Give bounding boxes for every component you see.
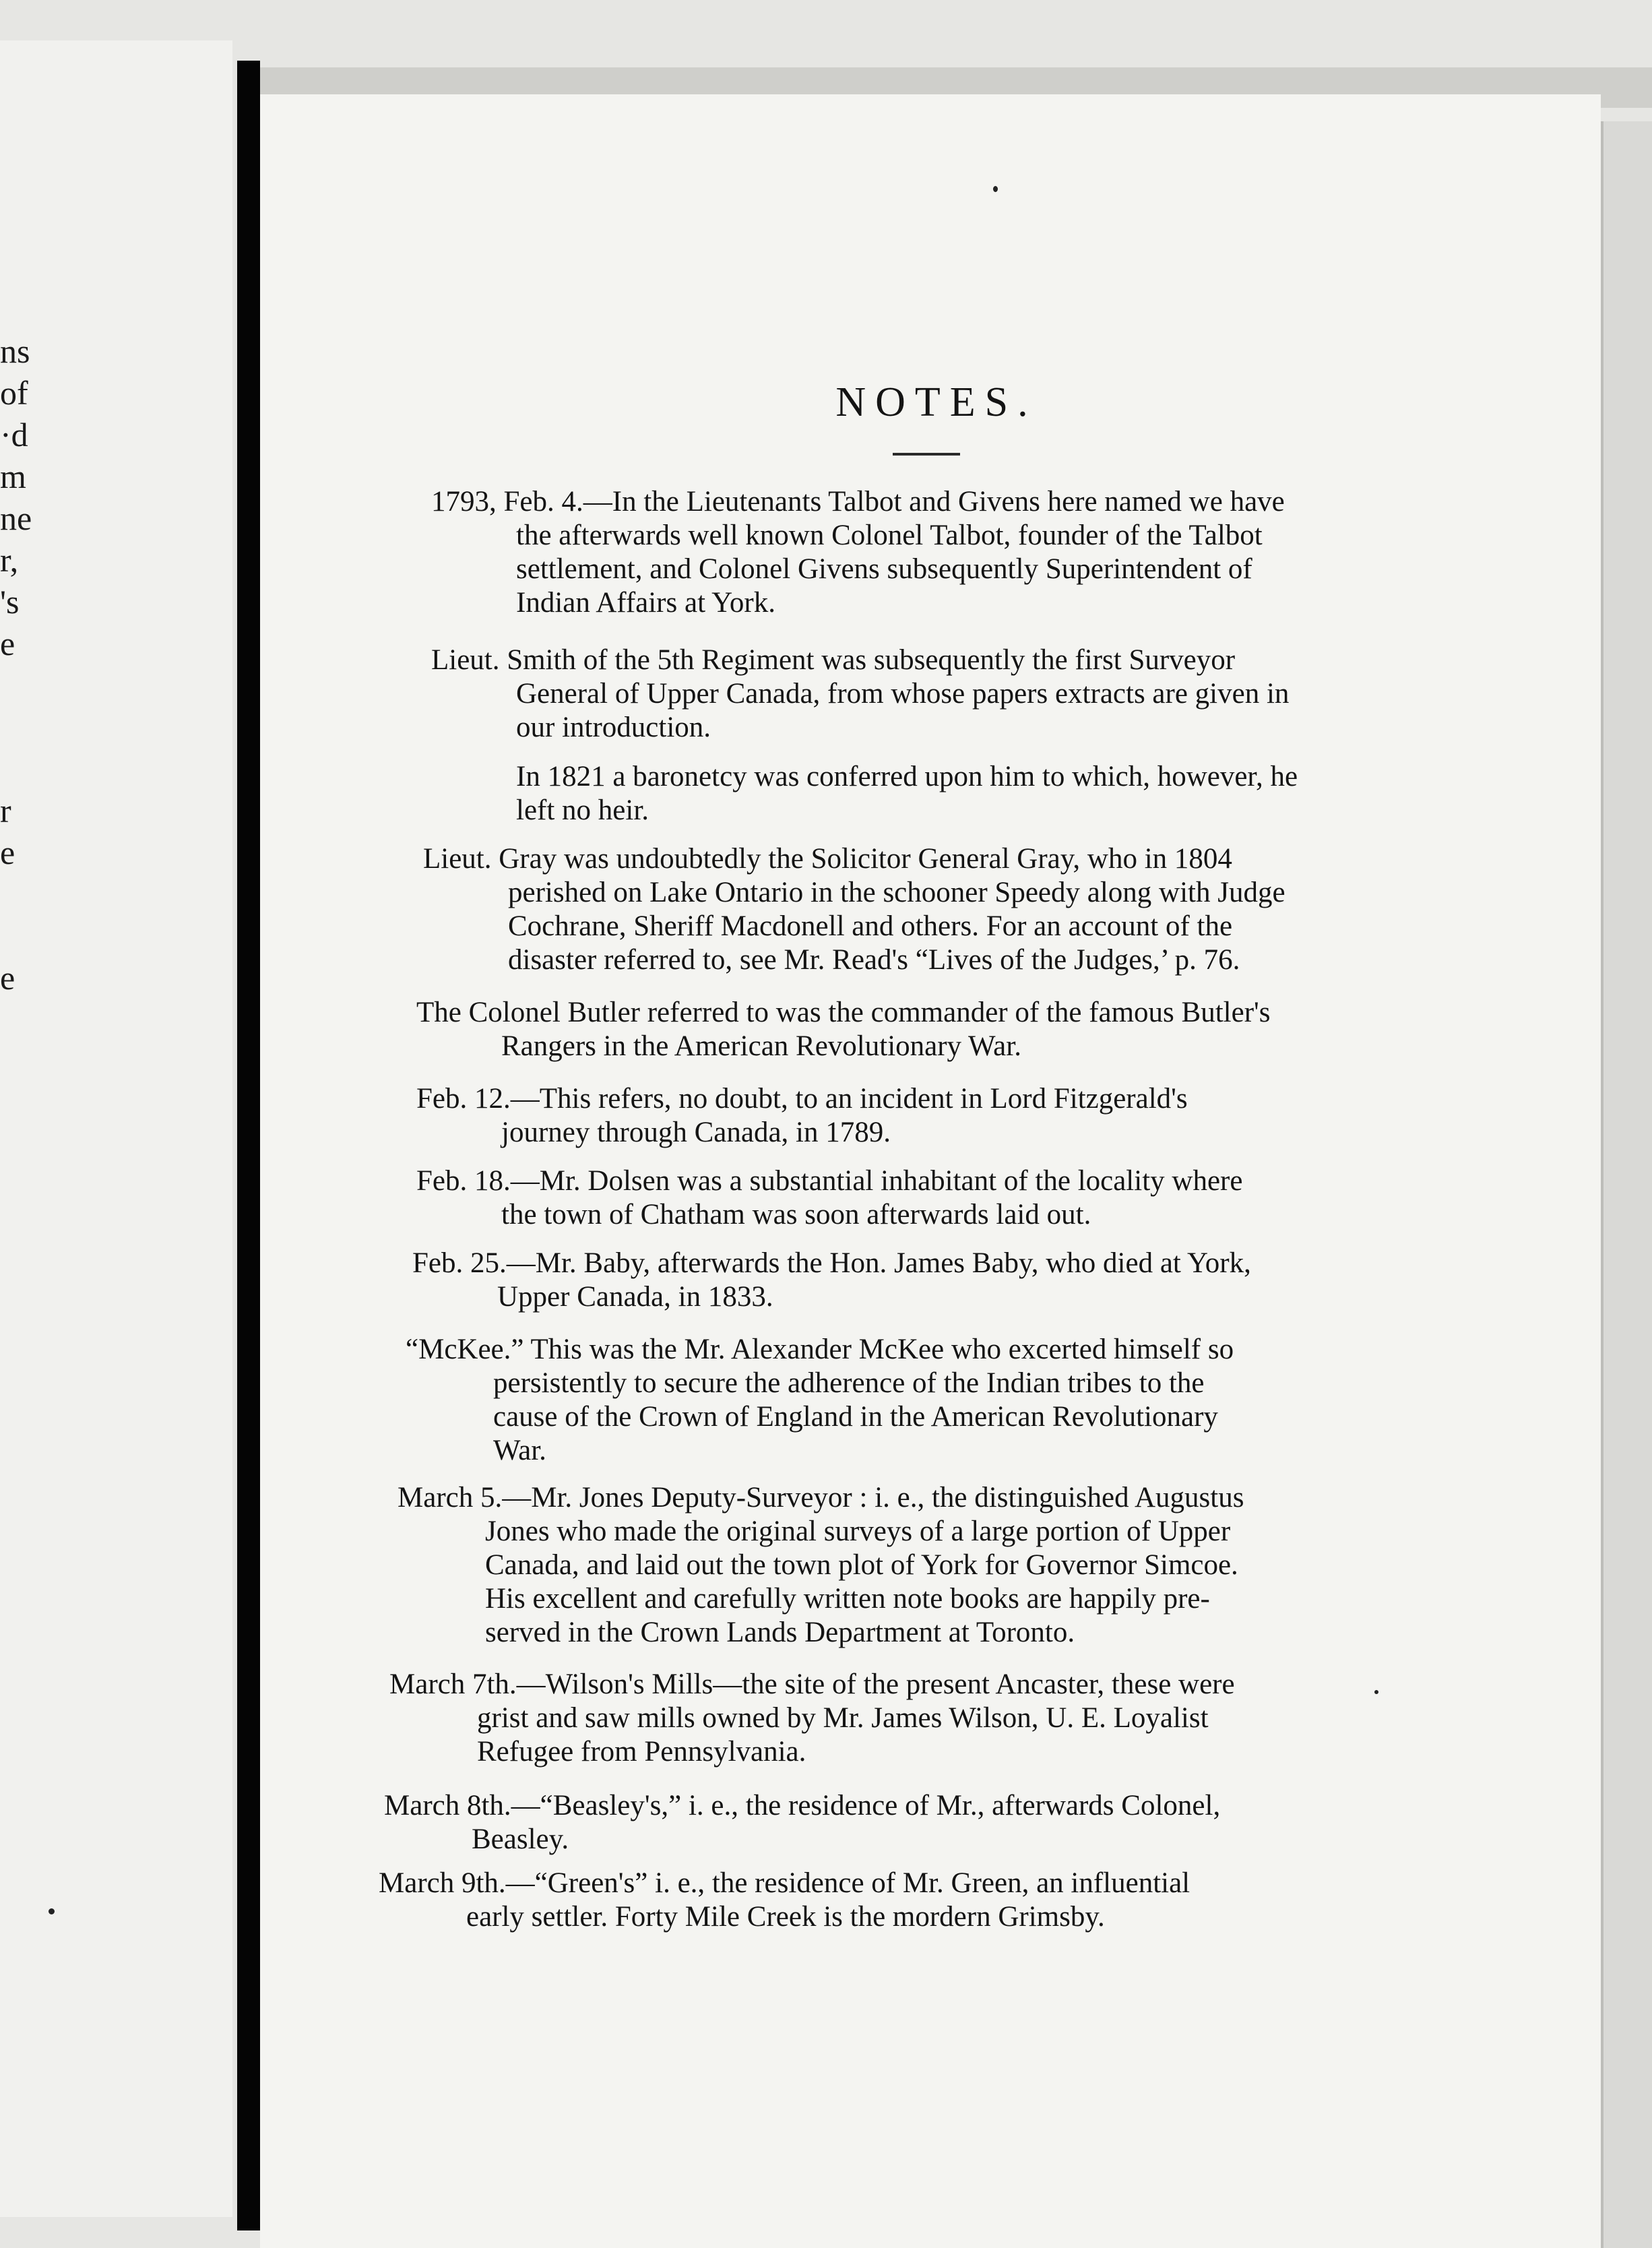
note-line: The Colonel Butler referred to was the commander of the famous Butler's: [416, 997, 1271, 1028]
note-line: left no heir.: [516, 794, 649, 826]
note-line: Refugee from Pennsylvania.: [477, 1736, 806, 1768]
left-edge-fragment: r: [0, 792, 11, 830]
note-line: March 9th.—“Green's” i. e., the residence of Mr. Green, an influential: [379, 1867, 1190, 1899]
note-line: Indian Affairs at York.: [516, 587, 775, 619]
note-entry: [412, 1247, 1251, 1314]
note-line: Feb. 18.—Mr. Dolsen was a substantial inhabitant of the locality where: [416, 1165, 1243, 1197]
title-rule: [893, 453, 960, 456]
left-page-edge-text: [0, 330, 47, 999]
note-entry: [416, 1082, 1188, 1150]
note-line: Rangers in the American Revolutionary War.: [501, 1030, 1021, 1062]
note-entry: [516, 760, 1298, 828]
note-line: grist and saw mills owned by Mr. James Wilson, U. E. Loyalist: [477, 1702, 1209, 1734]
left-edge-fragment: e: [0, 625, 15, 662]
left-edge-fragment: [0, 748, 47, 790]
note-line: the afterwards well known Colonel Talbot, founder of the Talbot: [516, 520, 1263, 551]
note-line: “McKee.” This was the Mr. Alexander McKee who excerted himself so: [406, 1334, 1234, 1365]
left-edge-fragment: of: [0, 374, 28, 412]
left-edge-fragment: 's: [0, 583, 20, 621]
note-line: Lieut. Gray was undoubtedly the Solicitor General Gray, who in 1804: [423, 843, 1232, 875]
ink-speck: [1374, 1690, 1378, 1694]
note-line: disaster referred to, see Mr. Read's “Lives of the Judges,’ p. 76.: [508, 944, 1240, 976]
note-entry: [389, 1668, 1235, 1769]
left-edge-fragment: ne: [0, 499, 32, 537]
note-line: Cochrane, Sheriff Macdonell and others. For an account of the: [508, 910, 1233, 942]
note-line: the town of Chatham was soon afterwards laid out.: [501, 1199, 1091, 1230]
left-page: [0, 40, 232, 2217]
note-line: served in the Crown Lands Department at Toronto.: [485, 1617, 1075, 1648]
note-line: Beasley.: [472, 1823, 569, 1855]
left-edge-fragment: ns: [0, 332, 30, 370]
note-entry: [423, 842, 1285, 977]
note-line: His excellent and carefully written note books are happily pre-: [485, 1583, 1210, 1615]
note-entry: [431, 485, 1285, 620]
ink-speck: [49, 1908, 55, 1914]
note-line: In 1821 a baronetcy was conferred upon him to which, however, he: [516, 761, 1298, 792]
note-line: General of Upper Canada, from whose papers extracts are given in: [516, 678, 1290, 710]
note-line: Feb. 25.—Mr. Baby, afterwards the Hon. James Baby, who died at York,: [412, 1247, 1251, 1279]
note-line: our introduction.: [516, 712, 711, 743]
note-line: War.: [493, 1435, 546, 1466]
note-line: Upper Canada, in 1833.: [497, 1281, 773, 1313]
note-entry: [384, 1789, 1220, 1856]
note-line: March 5.—Mr. Jones Deputy-Surveyor : i. e., the distinguished Augustus: [398, 1482, 1244, 1513]
left-edge-fragment: [0, 915, 47, 957]
note-entry: [398, 1481, 1244, 1650]
left-edge-fragment: m: [0, 458, 26, 495]
left-edge-fragment: [0, 706, 47, 748]
note-entry: [416, 1164, 1242, 1232]
note-entry: [379, 1867, 1190, 1934]
note-line: early settler. Forty Mile Creek is the mordern Grimsby.: [466, 1901, 1105, 1933]
note-line: Canada, and laid out the town plot of York for Governor Simcoe.: [485, 1549, 1238, 1581]
note-entry: [431, 644, 1289, 745]
page-title: NOTES.: [835, 379, 1038, 425]
page-stack-edge: [1601, 121, 1652, 2248]
ink-speck: [993, 186, 998, 192]
note-line: persistently to secure the adherence of the Indian tribes to the: [493, 1367, 1205, 1399]
note-line: cause of the Crown of England in the American Revolutionary: [493, 1401, 1218, 1433]
note-line: 1793, Feb. 4.—In the Lieutenants Talbot and Givens here named we have: [431, 486, 1285, 518]
left-edge-fragment: e: [0, 959, 15, 997]
note-line: Lieut. Smith of the 5th Regiment was subsequently the first Surveyor: [431, 644, 1236, 676]
left-edge-fragment: r,: [0, 541, 19, 579]
left-edge-fragment: ·d: [0, 416, 28, 454]
note-line: March 7th.—Wilson's Mills—the site of the present Ancaster, these were: [389, 1668, 1235, 1700]
note-line: March 8th.—“Beasley's,” i. e., the residence of Mr., afterwards Colonel,: [384, 1790, 1221, 1821]
note-line: settlement, and Colonel Givens subsequently Superintendent of: [516, 553, 1252, 585]
note-line: Jones who made the original surveys of a large portion of Upper: [485, 1516, 1231, 1547]
note-line: journey through Canada, in 1789.: [501, 1117, 891, 1148]
left-edge-fragment: [0, 873, 47, 915]
note-entry: [416, 996, 1271, 1063]
note-line: Feb. 12.—This refers, no doubt, to an incident in Lord Fitzgerald's: [416, 1083, 1188, 1115]
left-edge-fragment: e: [0, 834, 15, 871]
book-gutter: [237, 61, 260, 2230]
note-line: perished on Lake Ontario in the schooner Speedy along with Judge: [508, 877, 1285, 908]
left-edge-fragment: [0, 664, 47, 706]
note-entry: [406, 1333, 1234, 1468]
